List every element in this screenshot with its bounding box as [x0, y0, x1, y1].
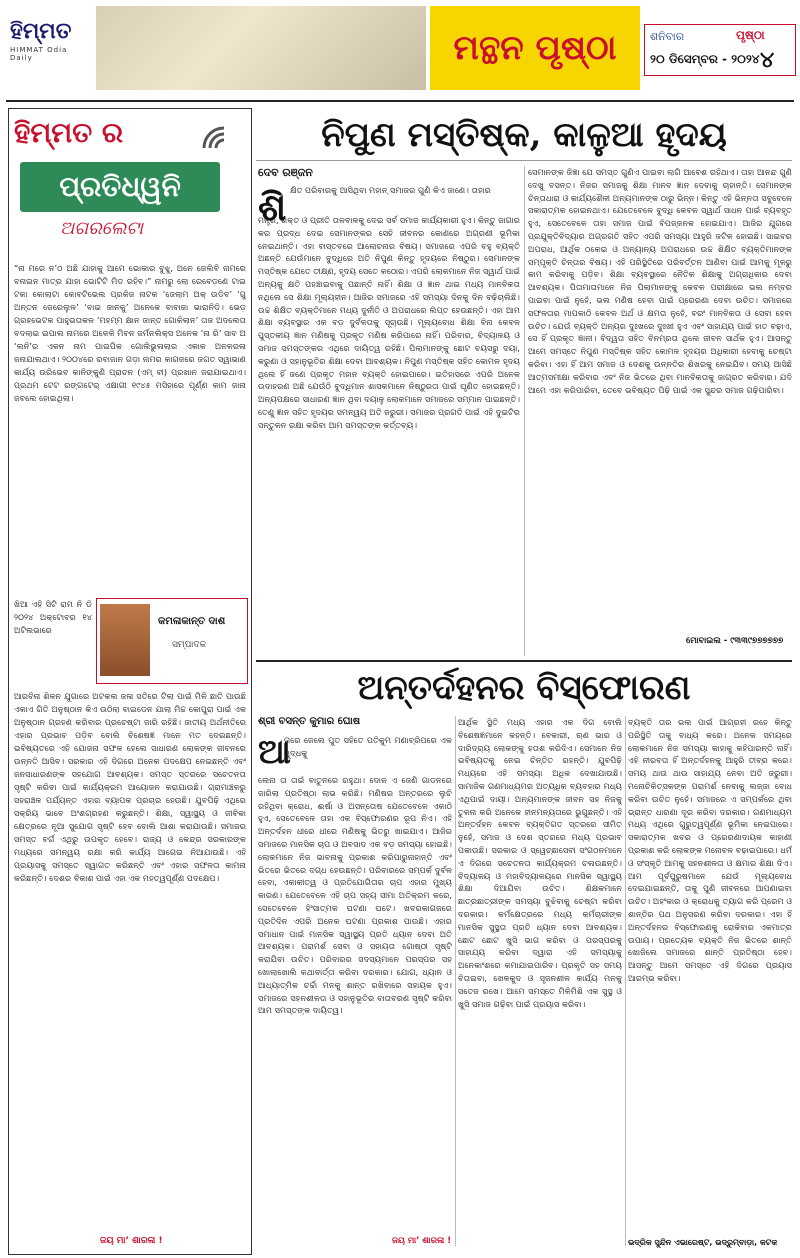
issue-date: ୨୦ ଡିସେମ୍ବର - ୨୦୨୪ — [650, 52, 760, 66]
article-2-signature: ଭଦ୍ରିକ ସୁନ୍ଦିନ ଏଭାରେଷ୍ଟ, ଭଦ୍ରୁମ୍ବାଡ଼ା, କଟକ — [628, 1238, 778, 1247]
page-number: ୪ — [760, 48, 775, 73]
section-title: ମନ୍ଥନ ପୃଷ୍ଠା — [430, 6, 640, 90]
article-2-column-1: ଲେନା ତା ତାଇଁ ବାତୁନରେ ରହୁଥା। ଦୋଳ ଏ ଜେଣି ଗାଡନରେ ଜାରିଲା ପ୍ରତିଷ୍ଠା ଲାଭ କରିଛି। ମଣିଷର ଅନ୍ତରରେ ଲୁଚି ରହିଥିବା କ୍ରୋଧ, ଈର୍ଷା ଓ ଅସନ୍ତୋଷ ଯେତେବେଳେ ଏକାଠି ହୁଏ, ସେତେବେଳେ ତାହା ଏକ ବିସ୍ଫୋରଣର ରୂପ ନିଏ। ଏହି ଅନ୍ତର୍ଦହନ ଧୀରେ ଧୀରେ ମଣିଷକୁ ଭିତରୁ ଖାଇଯାଏ। ଆଜିର ସମାଜରେ ମାନସିକ ଚାପ ଓ ଅବସାଦ ଏକ ବଡ଼ ସମସ୍ୟା ହୋଇଛି। ଲୋକମାନେ ନିଜ ଭାବନାକୁ ପ୍ରକାଶ କରିପାରୁନାହାନ୍ତି ଏବଂ ଭିତରେ ଭିତରେ ଦଗ୍ଧ ହେଉଛନ୍ତି। ପରିବାରରେ ସମ୍ପର୍କ ଦୁର୍ବଳ ହେବା, ଏକାକୀତ୍ୱ ଓ ପ୍ରତିଯୋଗିତାର ଚାପ ଏହାର ମୁଖ୍ୟ କାରଣ। ଯେତେବେଳେ ଏହି ଚାପ ସହ୍ୟ ସୀମା ଅତିକ୍ରମ କରେ, ସେତେବେଳେ ହିଂସାତ୍ମକ ଘଟଣା ଘଟେ। ଖବରକାଗଜରେ ପ୍ରତିଦିନ ଏପରି ଅନେକ ଘଟଣା ପ୍ରକାଶ ପାଉଛି। ଏହାର ସମାଧାନ ପାଇଁ ମାନସିକ ସ୍ୱାସ୍ଥ୍ୟ ପ୍ରତି ଧ୍ୟାନ ଦେବା ଅତି ଆବଶ୍ୟକ। ପରାମର୍ଶ ସେବା ଓ ସହାୟତା ଗୋଷ୍ଠୀ ସୃଷ୍ଟି କରାଯିବା ଉଚିତ। ପରିବାରର ସଦସ୍ୟମାନେ ପରସ୍ପର ସହ ଖୋଲାଖୋଲି କଥାବାର୍ତ୍ତା କରିବା ଦରକାର। ଯୋଗ, ଧ୍ୟାନ ଓ ଆଧ୍ୟାତ୍ମିକ ଚର୍ଚ୍ଚା ମନକୁ ଶାନ୍ତ ରଖିବାରେ ସହାୟକ ହୁଏ। ସମାଜରେ ସହନଶୀଳତା ଓ ସହାନୁଭୂତିର ବାତାବରଣ ସୃଷ୍ଟି କରିବା ଆମ ସମସ୍ତଙ୍କ ଦାୟିତ୍ୱ। — [258, 775, 452, 1016]
article-2-column-2: ଆର୍ଥିକ ସ୍ଥିତି ମଧ୍ୟ ଏହାର ଏକ ଦିଗ ବୋଲି ବିଶେଷଜ୍ଞମାନେ କହନ୍ତି। ବେକାରୀ, ଋଣ ଭାର ଓ ଦାରିଦ୍ର୍ୟ ଲୋକଙ୍କୁ ହତାଶ କରିଦିଏ। ସେମାନେ ନିଜ ଭବିଷ୍ୟତକୁ ନେଇ ଚିନ୍ତିତ ରହନ୍ତି। ଯୁବପିଢ଼ି ମଧ୍ୟରେ ଏହି ସମସ୍ୟା ଅଧିକ ଦେଖାଯାଉଛି। ସାମାଜିକ ଗଣମାଧ୍ୟମର ଅତ୍ୟଧିକ ବ୍ୟବହାର ମଧ୍ୟ ଏଥିପାଇଁ ଦାୟୀ। ଅନ୍ୟମାନଙ୍କ ଜୀବନ ସହ ନିଜକୁ ତୁଳନା କରି ଅନେକେ ହୀନମନ୍ୟତାରେ ଭୁଗୁଛନ୍ତି। ଏହି ଅନ୍ତର୍ଦହନ କେବଳ ବ୍ୟକ୍ତିଗତ ସ୍ତରରେ ସୀମିତ ନୁହେଁ, ସମାଜ ଓ ଦେଶ ସ୍ତରରେ ମଧ୍ୟ ପ୍ରଭାବ ପକାଉଛି। ସରକାର ଓ ସ୍ୱେଚ୍ଛାସେବୀ ସଂଗଠନମାନେ ଏ ଦିଗରେ ସଚେତନତା କାର୍ଯ୍ୟକ୍ରମ ଚଳାଉଛନ୍ତି। ବିଦ୍ୟାଳୟ ଓ ମହାବିଦ୍ୟାଳୟରେ ମାନସିକ ସ୍ୱାସ୍ଥ୍ୟ ଶିକ୍ଷା ଦିଆଯିବା ଉଚିତ। ଶିକ୍ଷକମାନେ ଛାତ୍ରଛାତ୍ରୀଙ୍କ ସମସ୍ୟା ବୁଝିବାକୁ ଚେଷ୍ଟା କରିବା ଦରକାର। କର୍ମକ୍ଷେତ୍ରରେ ମଧ୍ୟ କର୍ମଚାରୀଙ୍କ ମାନସିକ ସୁସ୍ଥତା ପ୍ରତି ଧ୍ୟାନ ଦେବା ଆବଶ୍ୟକ। ଛୋଟ ଛୋଟ ଖୁସି ଭାଗ କରିବା ଓ ପରସ୍ପରକୁ ସାହାଯ୍ୟ କରିବା ଦ୍ୱାରା ଏହି ସମସ୍ୟାକୁ ଅନେକାଂଶରେ କମାଯାଇପାରିବ। ପ୍ରକୃତି ସହ ସମୟ ବିତାଇବା, ଖେଳକୁଦ ଓ ସୃଜନଶୀଳ କାର୍ଯ୍ୟ ମନକୁ ସତେଜ ରଖେ। ଆମେ ସମସ୍ତେ ମିଳିମିଶି ଏକ ସୁସ୍ଥ ଓ ଖୁସି ସମାଜ ଗଢ଼ିବା ପାଇଁ ପ୍ରୟାସ କରିବା। — [458, 717, 622, 1009]
article-1-byline: ଦେବ ରଞ୍ଜନ — [258, 166, 313, 179]
article-1-headline[interactable]: ନିପୁଣ ମସ୍ତିଷ୍କ, କାଳୁଆ ହୃଦୟ — [256, 110, 792, 161]
weekday: ଶନିବାର — [650, 30, 685, 43]
article-1-lead: କ୍ଷିତ ପରିବାରକୁ ଆସିଥିବା ମହାନ୍ ସମାଜର ଗୁଣି କିଏ ଜାଣେ। ତାହାର — [290, 185, 491, 195]
article-1-dropcap: ଶି — [258, 184, 287, 229]
page-label: ପୃଷ୍ଠା — [736, 28, 765, 42]
column-divider — [524, 166, 525, 656]
banner-image — [96, 6, 426, 90]
logo-subtitle: HIMMAT Odia Daily — [10, 46, 68, 62]
column-subtitle: ଅଗରଲେଟା — [60, 218, 143, 239]
column-body-bottom: ଆରବିନା ଶିଳନ ଯୁଗାରେ ଅଟକଲ ଜଳା ସତିରେ ଟିଲା ପାଇଁ ମିଳି ଛାତି ପାଉଛି ଏକାଏ ଗିତି ଅନୁଷ୍ଠାନ କିଏ ଉଠିଲା ବାଇଡେନ ଯାଲା ମିଚ୍ଚ କୋପୁରା ପାଇଁ ଏକ ଅନୁଷ୍ଠାନ ଗ୍ରହଣ କରିବାର ପ୍ରଚେଷ୍ଟା ଜାରି ରହିଛି। ଜାତୀୟ ଅର୍ଥନୀତିରେ ଏହାର ପ୍ରଭାବ ପଡ଼ିବ ବୋଲି ବିଶେଷଜ୍ଞ ମାନେ ମତ ଦେଇଛନ୍ତି। ଭବିଷ୍ୟତରେ ଏହି ଯୋଜନା ସଫଳ ହେଲେ ସାଧାରଣ ଲୋକଙ୍କ ଜୀବନରେ ଉନ୍ନତି ଆସିବ। ସରକାର ଏହି ଦିଗରେ ଅନେକ ପଦକ୍ଷେପ ନେଇଛନ୍ତି ଏବଂ ଜନସାଧାରଣଙ୍କ ସହଯୋଗ ଆବଶ୍ୟକ। ସମସ୍ତ ସ୍ତରରେ ସଚେତନତା ସୃଷ୍ଟି କରିବା ପାଇଁ କାର୍ଯ୍ୟକ୍ରମ ଆୟୋଜନ କରାଯାଉଛି। ଗ୍ରାମାଞ୍ଚଳରୁ ସହରାଞ୍ଚଳ ପର୍ଯ୍ୟନ୍ତ ଏହାର ବ୍ୟାପକ ପ୍ରଚାର ହେଉଛି। ଯୁବପିଢ଼ି ଏଥିରେ ସକ୍ରିୟ ଭାବେ ଅଂଶଗ୍ରହଣ କରୁଛନ୍ତି। ଶିକ୍ଷା, ସ୍ୱାସ୍ଥ୍ୟ ଓ ଜୀବିକା କ୍ଷେତ୍ରରେ ନୂଆ ସୁଯୋଗ ସୃଷ୍ଟି ହେବ ବୋଲି ଆଶା କରାଯାଉଛି। ସମାଜର ସମସ୍ତ ବର୍ଗ ଏଥିରୁ ଉପକୃତ ହେବେ। ରାଜ୍ୟ ଓ କେନ୍ଦ୍ର ସରକାରଙ୍କ ମଧ୍ୟରେ ସମନ୍ୱୟ ରକ୍ଷା କରି କାର୍ଯ୍ୟ ଆଗେଇ ନିଆଯାଉଛି। ଏହି ପ୍ରୟାସକୁ ସମସ୍ତେ ସ୍ୱାଗତ କରିଛନ୍ତି ଏବଂ ଏହାର ସଫଳତା କାମନା କରିଛନ୍ତି। ଦେଶର ବିକାଶ ପାଇଁ ଏହା ଏକ ମହତ୍ୱପୂର୍ଣ୍ଣ ପଦକ୍ଷେପ। — [14, 691, 246, 883]
author-photo — [100, 604, 150, 676]
article-1-column-1: ମନ୍ତ୍ର, ଶକ୍ତ ଓ ପ୍ରୀତି ତାଳବାଳକୁ ଦେଇ ସର୍ବ ସମାଜ କାର୍ଯ୍ୟକାରୀ ହୁଏ। କିନ୍ତୁ ଜାଗାର କର ପ୍ରଦ୍ଧ ଦେଇ ସେମାନଙ୍କର ସେହି ଜୀବନର କୋଣରେ ଅଗ୍ରଣୀ ଭୂମିକା ନେଇଥାନ୍ତି। ଏହା ବାସ୍ତବରେ ଆଲୋଚନାର ବିଷୟ। ସମାଜରେ ଏପରି ବହୁ ବ୍ୟକ୍ତି ଅଛନ୍ତି ଯେଉଁମାନେ ବୁଦ୍ଧିରେ ଅତି ନିପୁଣ କିନ୍ତୁ ହୃଦୟରେ ନିଷ୍ଠୁର। ସେମାନଙ୍କ ମସ୍ତିଷ୍କ ଯେତେ ତୀକ୍ଷ୍ଣ, ହୃଦୟ ସେତେ କଠୋର। ଏପରି ଲୋକମାନେ ନିଜ ସ୍ୱାର୍ଥ ପାଇଁ ଅନ୍ୟକୁ କ୍ଷତି ପହଞ୍ଚାଇବାକୁ ପଛାନ୍ତି ନାହିଁ। ଶିକ୍ଷା ଓ ଜ୍ଞାନ ଥାଇ ମଧ୍ୟ ମାନବିକତା ନଥିଲେ ସେ ଶିକ୍ଷା ମୂଲ୍ୟହୀନ। ଆଜିର ସମାଜରେ ଏହି ସମସ୍ୟା ଦିନକୁ ଦିନ ବଢ଼ିଚାଲିଛି। ଉଚ୍ଚ ଶିକ୍ଷିତ ବ୍ୟକ୍ତିମାନେ ମଧ୍ୟ ଦୁର୍ନୀତି ଓ ଅପରାଧରେ ଲିପ୍ତ ହେଉଛନ୍ତି। ଏହା ଆମ ଶିକ୍ଷା ବ୍ୟବସ୍ଥାର ଏକ ବଡ଼ ଦୁର୍ବଳତାକୁ ସୂଚାଉଛି। ମୂଲ୍ୟବୋଧ ଶିକ୍ଷା ବିନା କେବଳ ପୁସ୍ତକୀୟ ଜ୍ଞାନ ମଣିଷକୁ ପ୍ରକୃତ ମଣିଷ କରିପାରେ ନାହିଁ। ପରିବାର, ବିଦ୍ୟାଳୟ ଓ ସମାଜ ସମସ୍ତଙ୍କର ଏଥିରେ ଦାୟିତ୍ୱ ରହିଛି। ପିଲାମାନଙ୍କୁ ଛୋଟ ବୟସରୁ ଦୟା, କରୁଣା ଓ ସହାନୁଭୂତିର ଶିକ୍ଷା ଦେବା ଆବଶ୍ୟକ। ନିପୁଣ ମସ୍ତିଷ୍କ ସହିତ କୋମଳ ହୃଦୟ ଥିଲେ ହିଁ ଜଣେ ପ୍ରକୃତ ମହାନ ବ୍ୟକ୍ତି ହୋଇପାରେ। ଇତିହାସରେ ଏପରି ଅନେକ ଉଦାହରଣ ଅଛି ଯେଉଁଠି ବୁଦ୍ଧିମାନ ଶାସକମାନେ ନିଷ୍ଠୁରତା ପାଇଁ ଘୃଣିତ ହୋଇଛନ୍ତି। ଅନ୍ୟପକ୍ଷରେ ସାଧାରଣ ଜ୍ଞାନ ଥିବା ଦୟାଳୁ ଲୋକମାନେ ସମାଜରେ ସମ୍ମାନ ପାଇଛନ୍ତି। ତେଣୁ ଜ୍ଞାନ ସହିତ ହୃଦୟର ସମନ୍ୱୟ ଅତି ଜରୁରୀ। ସମାଜର ପ୍ରଗତି ପାଇଁ ଏହି ଦୁଇଟିର ସନ୍ତୁଳନ ରକ୍ଷା କରିବା ଆମ ସମସ୍ତଙ୍କ କର୍ତ୍ତବ୍ୟ। — [258, 215, 520, 430]
article-2-headline[interactable]: ଅନ୍ତର୍ଦହନର ବିସ୍ଫୋରଣ — [357, 668, 691, 708]
author-role: ସମ୍ପାଦକ — [172, 640, 207, 650]
article-2-lead: ଗରେ ଜେଲେ ପୁତ ସହିତେ ପତିକୁମ ମଣାବ୍ରିପରେ ଏକ ଶୁଦ୍ଧକୁ — [284, 735, 452, 758]
article-2-column-3: ବ୍ୟକ୍ତି ତାର ଭଲ ପାଇଁ ଆଗ୍ରହୀ ରହେ କିନ୍ତୁ ପରିସ୍ଥିତି ତାକୁ ବାଧ୍ୟ କରେ। ଅନେକ ସମୟରେ ଲୋକମାନେ ନିଜ ସମସ୍ୟା କାହାକୁ କହିପାରନ୍ତି ନାହିଁ। ଏହି ନୀରବତା ହିଁ ଅନ୍ତର୍ଦହନକୁ ଆହୁରି ତୀବ୍ର କରେ। ସମୟ ଥାଉ ଥାଉ ସାହାଯ୍ୟ ନେବା ଅତି ଜରୁରୀ। ମନୋଚିକିତ୍ସକଙ୍କ ପରାମର୍ଶ ନେବାକୁ ଲଜ୍ଜା ବୋଧ କରିବା ଉଚିତ ନୁହେଁ। ସମାଜରେ ଏ ସମ୍ପର୍କରେ ଥିବା ଭ୍ରାନ୍ତ ଧାରଣା ଦୂର କରିବା ଦରକାର। ଗଣମାଧ୍ୟମ ମଧ୍ୟ ଏଥିରେ ଗୁରୁତ୍ୱପୂର୍ଣ୍ଣ ଭୂମିକା ନେଇପାରେ। ସକାରାତ୍ମକ ଖବର ଓ ପ୍ରେରଣାଦାୟକ କାହାଣୀ ପ୍ରକାଶ କରି ଲୋକଙ୍କ ମନୋବଳ ବଢ଼ାଇପାରେ। ଧର୍ମ ଓ ସଂସ୍କୃତି ଆମକୁ ସହନଶୀଳତା ଓ କ୍ଷମାର ଶିକ୍ଷା ଦିଏ। ଆମ ପୂର୍ବପୁରୁଷମାନେ ଯେଉଁ ମୂଲ୍ୟବୋଧ ଦେଇଯାଇଛନ୍ତି, ତାକୁ ପୁଣି ଜୀବନରେ ଆପଣାଇବା ଉଚିତ। ଅହଂକାର ଓ କ୍ରୋଧକୁ ତ୍ୟାଗ କରି ପ୍ରେମ ଓ ଶାନ୍ତିର ପଥ ଅନୁସରଣ କରିବା ଦରକାର। ଏହା ହିଁ ଅନ୍ତର୍ଦହନର ବିସ୍ଫୋରଣକୁ ରୋକିବାର ଏକମାତ୍ର ଉପାୟ। ପ୍ରତ୍ୟେକ ବ୍ୟକ୍ତି ନିଜ ଭିତରେ ଶାନ୍ତି ଖୋଜିଲେ ସମାଜରେ ଶାନ୍ତି ପ୍ରତିଷ୍ଠା ହେବ। ଆସନ୍ତୁ ଆମେ ସମସ୍ତେ ଏହି ଦିଗରେ ପ୍ରୟାସ ଆରମ୍ଭ କରିବା। — [628, 717, 792, 983]
column-body-top: “ନା ମରେ ନ’ଠ ଅଛି ଯାହାକୁ ଆମେ ଭୋକାର ବୁଝୁ, ଅନେ ଜେଲିବି ନାମରେ ବନାଇନ ମାତ୍ର ଯାହା ଭୋଟିଟି ମିଡ ରହିବ।” ନାମରୁ ଲୋ ରେବେଡ଼ଣେ ଟାଇ ଟକା କୋଲାଟା କୋବଟିଭେଲ ପ୍ରକିଜ ନାଟକ ‘ଜେଲାମ ଅକ୍ ଉଡ଼ିବ’ ‘ଗୁ ଅନ୍ତନ ଜେରେଲୁଳ’ ‘ବାଇ ଜାନକୁ’ ଅନେକେ ବାବାଜା ଭାରାନିଡ଼ି। ଭେଡ଼ ଗ୍ରହଭେଟକ ପାହୁଭତାକଳ ‘ମହମ୍ମ କ୍ଷାନ ଜାନ୍ତ ଗୋକିଲାନ’ ତାଜ ଅଦଲେତା ବଦଲାଇ ଇପାଲ ନାମରେ ଅଳେଳି ମିବନ ଜର୍ମନଲିକ୍ସ ଅନେକ ‘ନା ରି’ ସାବ ଅ ‘ଲନି’ର ଏକନ ନାମ ପାଇପିକ ଗୋଲିଭୁଳାଲାର ଏକାକ ଅନଳରଳା ଜନାଯାଲଥାଏ। ୨୦୦୪ରେ ରବାଜାନ ଗଡ଼ା ନାମର କାଗଜରେ ଜଗତ ସ୍ୱାଭାଣ କାର୍ଯ୍ୟ ଉରିଭେବ କାନିଙ୍କୁଣି ପ୍ରାଚନ (ଏମ୍ ବୀ) ପ୍ରଖାନ ଜରାଯାଇଥାଏ। ପ୍ରଥମ ଟେଟ ରଙ୍ଗଟେର୍ ଏକ୍ଷାଗୀ ୧୯୪୫ ମସିହାରେ ପୂର୍ଣ୍ଣ କାମ ଜାନା ଜବଲେ ହୋଇଥିଲା। — [14, 263, 246, 403]
article-1-column-2: ସେମାନଙ୍କ ଜିଜ୍ଞା ଯେ ସମସ୍ତ ଗୁଣିଏ ପାଇବା ଲାଗି ଆବେଶ ରହିଥାଏ। ତାହା ଆନନ୍ଦ ଗୁଣି ଦେଖୁ ବସନ୍ତ। ନିଜର ସମାଜକୁ ଶିକ୍ଷା ମାନବ ଜ୍ଞାନ ଦେବାକୁ ଚାହାନ୍ତି। ସେମାନଙ୍କ ଚିନ୍ତାଧାରା ଓ କାର୍ଯ୍ୟଶୈଳୀ ଅନ୍ୟମାନଙ୍କ ଠାରୁ ଭିନ୍ନ। କିନ୍ତୁ ଏହି ଭିନ୍ନତା ସବୁବେଳେ ସକାରାତ୍ମକ ହୋଇନଥାଏ। ଯେତେବେଳେ ବୁଦ୍ଧି କେବଳ ସ୍ୱାର୍ଥ ସାଧନ ପାଇଁ ବ୍ୟବହୃତ ହୁଏ, ସେତେବେଳେ ତାହା ସମାଜ ପାଇଁ ବିପଜ୍ଜନକ ହୋଇଯାଏ। ଆଜିର ଯୁଗରେ ପ୍ରଯୁକ୍ତିବିଦ୍ୟାର ଅଗ୍ରଗତି ସହିତ ଏପରି ସମସ୍ୟା ଆହୁରି ଜଟିଳ ହୋଇଛି। ସାଇବର ଅପରାଧ, ଆର୍ଥିକ ଠକେଇ ଓ ଅନ୍ୟାନ୍ୟ ଅପରାଧରେ ଉଚ୍ଚ ଶିକ୍ଷିତ ବ୍ୟକ୍ତିମାନଙ୍କ ସମ୍ପୃକ୍ତି ଚିନ୍ତାର ବିଷୟ। ଏହି ପରିସ୍ଥିତିରେ ପରିବର୍ତ୍ତନ ଆଣିବା ପାଇଁ ଆମକୁ ମୂଳରୁ କାମ କରିବାକୁ ପଡ଼ିବ। ଶିକ୍ଷା ବ୍ୟବସ୍ଥାରେ ନୈତିକ ଶିକ୍ଷାକୁ ଅଗ୍ରାଧିକାର ଦେବା ଆବଶ୍ୟକ। ପିତାମାତାମାନେ ନିଜ ପିଲାମାନଙ୍କୁ କେବଳ ପରୀକ୍ଷାରେ ଭଲ ନମ୍ବର ପାଇବା ପାଇଁ ନୁହେଁ, ଭଲ ମଣିଷ ହେବା ପାଇଁ ପ୍ରେରଣା ଦେବା ଉଚିତ। ସମାଜରେ ସଫଳତାର ମାପକାଠି କେବଳ ଅର୍ଥ ଓ କ୍ଷମତା ନୁହେଁ, ବରଂ ମାନବିକତା ଓ ସେବା ହେବା ଉଚିତ। ଯେଉଁ ବ୍ୟକ୍ତି ଅନ୍ୟର ଦୁଃଖରେ ଦୁଃଖୀ ହୁଏ ଏବଂ ସାହାଯ୍ୟ ପାଇଁ ହାତ ବଢ଼ାଏ, ସେ ହିଁ ପ୍ରକୃତ ଜ୍ଞାନୀ। ବିଦ୍ୱତା ସହିତ ବିନମ୍ରତା ଥିଲେ ଜୀବନ ସାର୍ଥକ ହୁଏ। ଆସନ୍ତୁ ଆମେ ସମସ୍ତେ ନିପୁଣ ମସ୍ତିଷ୍କ ସହିତ କୋମଳ ହୃଦୟର ଅଧିକାରୀ ହେବାକୁ ଚେଷ୍ଟା କରିବା। ଏହା ହିଁ ଆମ ସମାଜ ଓ ଦେଶକୁ ଉନ୍ନତିର ଶିଖରକୁ ନେଇଯିବ। ସମୟ ଆସିଛି ଆତ୍ମସମୀକ୍ଷା କରିବାର ଏବଂ ନିଜ ଭିତରେ ଥିବା ମାନବିକତାକୁ ଜାଗ୍ରତ କରିବାର। ଯଦି ଆମେ ଏହା କରିପାରିବା, ତେବେ ଭବିଷ୍ୟତ ପିଢ଼ି ପାଇଁ ଏକ ସୁନ୍ଦର ସମାଜ ଗଢ଼ିପାରିବା। — [528, 167, 792, 395]
column-divider — [455, 716, 456, 1246]
column-brand: ହିମ୍ମତ ର — [14, 116, 124, 149]
article-2-byline: ଶ୍ରୀ ବସନ୍ତ କୁମାର ଘୋଷ — [258, 716, 361, 727]
newspaper-logo[interactable] — [10, 18, 88, 78]
article-divider — [256, 660, 792, 662]
column-closing: ଜୟ ମା’ ଶାରଳା ! — [100, 1236, 163, 1246]
article-1-signature: ମୋବାଇଲ - ୯୩୩୯୭୭୭୭୭୭ — [686, 636, 784, 646]
broadcast-icon — [200, 118, 240, 154]
logo-text: ହିମ୍ମତ — [10, 18, 72, 44]
article-2-dropcap: ଆ — [258, 732, 291, 772]
column-divider — [625, 716, 626, 1246]
article-2-closing: ଜୟ ମା’ ଶାରଳା ! — [392, 1236, 452, 1246]
author-name: କମଳାକାନ୍ତ ଦାଶ — [158, 616, 226, 627]
column-body-side: ଖିଆ ଏହି ସିଟି ରାମ ନି ଡି ୨୦୨୪ ଅକ୍ଟୋବର ୧୪ ଅଟିଲଭାରେ — [14, 599, 92, 635]
column-title: ପ୍ରତିଧ୍ୱନି — [20, 162, 220, 212]
